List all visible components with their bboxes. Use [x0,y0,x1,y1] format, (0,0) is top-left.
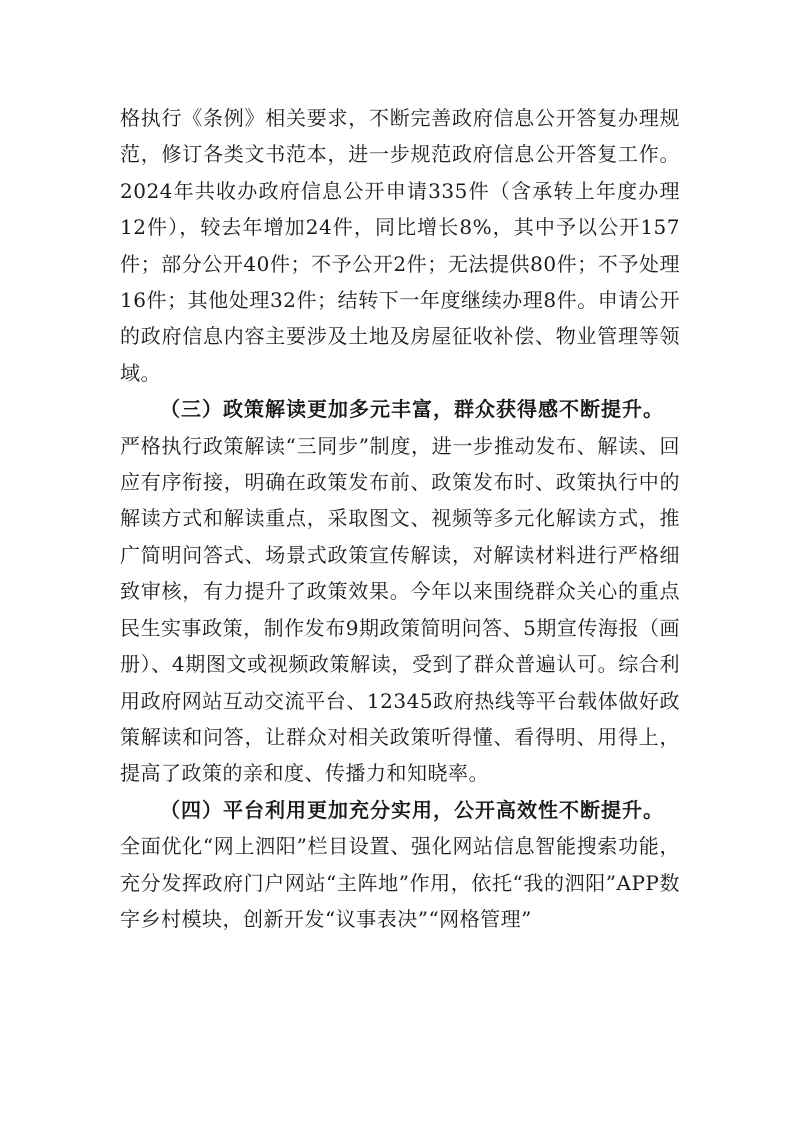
paragraph-info-disclosure-requests [120,100,680,391]
section-heading-platform-utilization: （四）平台利用更加充分实用，公开高效性不断提升。 [160,797,664,822]
paragraph-platform-utilization [120,792,680,938]
paragraph-text: 格执行《条例》相关要求，不断完善政府信息公开答复办理规范，修订各类文书范本，进一步规范政府信息公开答复工作。2024年共收办政府信息公开申请335件（含承转上年度办理12件），较去年增加24件，同比增长8%，其中予以公开157件；部分公开40件；不予公开2件；无法提供80件；不予处理16件；其他处理32件；结转下一年度继续办理8件。申请公开的政府信息内容主要涉及土地及房屋征收补偿、物业管理等领域。 [120,106,680,385]
paragraph-text: 全面优化“网上泗阳”栏目设置、强化网站信息智能搜索功能，充分发挥政府门户网站“主阵地”作用，依托“我的泗阳”APP数字乡村模块，创新开发“议事表决”“网格管理” [120,834,680,931]
paragraph-policy-interpretation [120,391,680,791]
section-heading-policy-interpretation: （三）政策解读更加多元丰富，群众获得感不断提升。 [160,397,664,422]
paragraph-text: 严格执行政策解读“三同步”制度，进一步推动发布、解读、回应有序衔接，明确在政策发布前、政策发布时、政策执行中的解读方式和解读重点，采取图文、视频等多元化解读方式，推广简明问答式、场景式政策宣传解读，对解读材料进行严格细致审核，有力提升了政策效果。今年以来围绕群众关心的重点民生实事政策，制作发布9期政策简明问答、5期宣传海报（画册）、4期图文或视频政策解读，受到了群众普遍认可。综合利用政府网站互动交流平台、12345政府热线等平台载体做好政策解读和问答，让群众对相关政策听得懂、看得明、用得上，提高了政策的亲和度、传播力和知晓率。 [120,433,680,786]
document-body [120,100,680,937]
